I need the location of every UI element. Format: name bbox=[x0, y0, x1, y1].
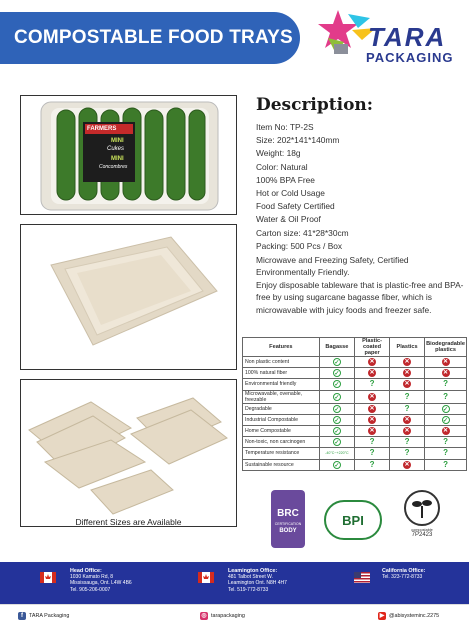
check-icon: ✓ bbox=[443, 417, 449, 424]
pack-label-mini-fr: MINI bbox=[111, 156, 124, 162]
compostable-number: 7P2423 bbox=[411, 532, 433, 538]
comparison-cell bbox=[390, 403, 425, 414]
feature-cell: Sustainable resource bbox=[243, 459, 320, 470]
logo-text-packaging: PACKAGING bbox=[366, 50, 454, 65]
facebook-handle: TARA Packaging bbox=[29, 613, 70, 619]
comparison-cell bbox=[319, 414, 354, 425]
comparison-cell bbox=[425, 390, 467, 403]
office-line: Tel. 323-772-8733 bbox=[382, 574, 423, 581]
comparison-table bbox=[242, 337, 467, 471]
brc-badge-subtitle: CERTIFICATION bbox=[274, 522, 302, 526]
spec-item: Packing: 500 Pcs / Box bbox=[256, 240, 343, 251]
footer-offices bbox=[0, 562, 469, 604]
comparison-cell bbox=[390, 425, 425, 436]
seedling-icon bbox=[404, 490, 440, 526]
office-line: Tel. 905-206-0007 bbox=[70, 586, 111, 593]
comparison-cell bbox=[355, 379, 390, 390]
spec-item: Food Safety Certified bbox=[256, 201, 335, 212]
comparison-cell bbox=[390, 414, 425, 425]
stacked-trays-photo bbox=[20, 379, 237, 527]
comparison-cell bbox=[355, 437, 390, 448]
office-line: Tel. 519-772-8733 bbox=[228, 586, 269, 593]
comparison-cell bbox=[319, 425, 354, 436]
comparison-cell bbox=[355, 425, 390, 436]
brc-certification-badge bbox=[271, 490, 305, 548]
question-icon: ? bbox=[369, 448, 375, 458]
description-heading: Description: bbox=[256, 95, 374, 115]
intro-paragraph-1: Microwave and Freezing Safety, Certified Environmentally Friendly. bbox=[256, 255, 409, 278]
cross-icon: ✕ bbox=[369, 416, 375, 423]
feature-cell: Home Compostable bbox=[243, 425, 320, 436]
youtube-icon: ▶ bbox=[379, 613, 385, 619]
single-tray-photo bbox=[20, 224, 237, 370]
cross-icon: ✕ bbox=[404, 461, 410, 468]
temperature-range: -40°C~+220°C bbox=[325, 451, 349, 456]
social-bar bbox=[0, 604, 469, 627]
youtube-link[interactable] bbox=[378, 612, 439, 620]
check-icon: ✓ bbox=[334, 360, 340, 367]
instagram-icon: ◎ bbox=[201, 613, 207, 619]
comparison-cell bbox=[390, 437, 425, 448]
spec-item: Hot or Cold Usage bbox=[256, 188, 325, 199]
facebook-icon: f bbox=[18, 612, 26, 620]
facebook-link[interactable] bbox=[18, 612, 69, 620]
col-plastics: Plastics bbox=[390, 338, 425, 357]
table-row bbox=[243, 414, 467, 425]
cross-icon: ✕ bbox=[369, 393, 375, 400]
table-row bbox=[243, 357, 467, 368]
feature-cell: Degradable bbox=[243, 403, 320, 414]
question-icon: ? bbox=[443, 459, 448, 469]
check-icon: ✓ bbox=[334, 417, 340, 424]
instagram-link[interactable] bbox=[200, 612, 245, 620]
table-row bbox=[243, 368, 467, 379]
comparison-cell bbox=[355, 368, 390, 379]
cross-icon: ✕ bbox=[443, 370, 449, 377]
check-icon: ✓ bbox=[334, 394, 340, 401]
comparison-cell bbox=[425, 414, 467, 425]
comparison-cell bbox=[319, 459, 354, 470]
table-row bbox=[243, 425, 467, 436]
spec-item: 100% BPA Free bbox=[256, 174, 315, 185]
cross-icon: ✕ bbox=[404, 359, 410, 366]
question-icon: ? bbox=[404, 437, 410, 447]
check-icon: ✓ bbox=[334, 462, 340, 469]
cross-icon: ✕ bbox=[404, 428, 410, 435]
brc-badge-title: BRC bbox=[277, 508, 299, 519]
comparison-cell bbox=[425, 368, 467, 379]
comparison-cell bbox=[390, 459, 425, 470]
feature-cell: Industrial Compostable bbox=[243, 414, 320, 425]
comparison-cell bbox=[355, 390, 390, 403]
cucumber-tray-photo bbox=[20, 95, 237, 215]
table-row bbox=[243, 403, 467, 414]
spec-item: Color: Natural bbox=[256, 161, 308, 172]
pack-label-mini: MINI bbox=[111, 138, 124, 144]
comparison-cell bbox=[425, 425, 467, 436]
comparison-cell bbox=[355, 448, 390, 459]
col-plastic-coated-paper: Plastic-coated paper bbox=[355, 338, 390, 357]
comparison-cell bbox=[390, 357, 425, 368]
comparison-cell bbox=[425, 379, 467, 390]
comparison-cell bbox=[355, 357, 390, 368]
office-title: Leamington Office: bbox=[228, 568, 278, 574]
california-office bbox=[382, 568, 425, 580]
question-icon: ? bbox=[404, 403, 410, 413]
table-row bbox=[243, 390, 467, 403]
office-line: 1030 Kamato Rd, 8 bbox=[70, 574, 114, 581]
question-icon: ? bbox=[369, 379, 375, 389]
question-icon: ? bbox=[369, 437, 375, 447]
office-line: 481 Talbot Street W. bbox=[228, 574, 273, 581]
bpi-logo-text: BPI bbox=[342, 512, 364, 528]
bpi-certification-logo bbox=[324, 500, 382, 540]
comparison-cell bbox=[425, 448, 467, 459]
head-office bbox=[70, 568, 132, 593]
sizes-caption: Different Sizes are Available bbox=[75, 517, 182, 527]
feature-cell: Non plastic content bbox=[243, 357, 320, 368]
question-icon: ? bbox=[369, 459, 375, 469]
pack-label-concombres: Concombres bbox=[99, 164, 128, 170]
comparison-cell bbox=[425, 459, 467, 470]
check-icon: ✓ bbox=[334, 440, 340, 447]
office-title: Head Office: bbox=[70, 568, 102, 574]
feature-cell: Microwavable, ovenable, freezable bbox=[243, 390, 320, 403]
col-bagasse: Bagasse bbox=[319, 338, 354, 357]
intro-text bbox=[256, 254, 464, 316]
check-icon: ✓ bbox=[334, 429, 340, 436]
spec-item: Carton size: 41*28*30cm bbox=[256, 227, 349, 238]
question-icon: ? bbox=[443, 379, 448, 389]
brc-badge-body: BODY bbox=[279, 528, 297, 534]
instagram-handle: tarapackaging bbox=[211, 613, 245, 619]
spec-item: Water & Oil Proof bbox=[256, 214, 321, 225]
question-icon: ? bbox=[443, 437, 448, 447]
office-title: California Office: bbox=[382, 568, 426, 574]
spec-list bbox=[256, 121, 349, 253]
canada-flag-icon bbox=[40, 572, 56, 583]
cross-icon: ✕ bbox=[443, 428, 449, 435]
comparison-cell bbox=[319, 437, 354, 448]
comparison-cell bbox=[425, 403, 467, 414]
page-header bbox=[0, 0, 469, 80]
leamington-office bbox=[228, 568, 287, 593]
pack-label-cukes: Cukes bbox=[107, 146, 125, 152]
cross-icon: ✕ bbox=[369, 428, 375, 435]
canada-flag-icon bbox=[198, 572, 214, 583]
table-body bbox=[243, 357, 467, 471]
question-icon: ? bbox=[443, 391, 448, 401]
cross-icon: ✕ bbox=[404, 381, 410, 388]
question-icon: ? bbox=[404, 448, 410, 458]
comparison-cell bbox=[390, 368, 425, 379]
table-row bbox=[243, 437, 467, 448]
spec-item: Size: 202*141*140mm bbox=[256, 135, 340, 146]
check-icon: ✓ bbox=[334, 382, 340, 389]
comparison-cell bbox=[355, 414, 390, 425]
feature-cell: 100% natural fiber bbox=[243, 368, 320, 379]
col-biodegradable-plastics: Biodegradable plastics bbox=[425, 338, 467, 357]
cross-icon: ✕ bbox=[369, 370, 375, 377]
comparison-cell bbox=[425, 437, 467, 448]
table-header-row bbox=[243, 338, 467, 357]
comparison-cell bbox=[355, 459, 390, 470]
title-band bbox=[0, 12, 300, 64]
feature-cell: Environmental friendly bbox=[243, 379, 320, 390]
table-row bbox=[243, 379, 467, 390]
table-row bbox=[243, 459, 467, 470]
question-icon: ? bbox=[443, 448, 448, 458]
comparison-cell bbox=[319, 368, 354, 379]
logo-text-tara: TARA bbox=[368, 22, 447, 52]
youtube-handle: @abisysteminc.2275 bbox=[389, 613, 440, 619]
check-icon: ✓ bbox=[334, 371, 340, 378]
intro-paragraph-2: Enjoy disposable tableware that is plastic-free and BPA-free by using sugarcane bagasse fiber, which is microwavable with juicy foods and freezer safe. bbox=[256, 279, 464, 315]
cross-icon: ✕ bbox=[369, 405, 375, 412]
check-icon: ✓ bbox=[443, 406, 449, 413]
comparison-cell bbox=[390, 448, 425, 459]
compostable-label: compostable bbox=[411, 528, 433, 532]
cross-icon: ✕ bbox=[443, 359, 449, 366]
col-features: Features bbox=[243, 338, 320, 357]
spec-item: Item No: TP-2S bbox=[256, 122, 314, 132]
check-icon: ✓ bbox=[334, 406, 340, 413]
compostable-certification-logo bbox=[400, 490, 444, 552]
comparison-cell bbox=[319, 357, 354, 368]
question-icon: ? bbox=[404, 391, 410, 401]
comparison-cell bbox=[390, 379, 425, 390]
comparison-cell bbox=[319, 403, 354, 414]
tara-packaging-logo bbox=[318, 8, 466, 68]
cross-icon: ✕ bbox=[369, 359, 375, 366]
office-line: Leamington Ont. N8H 4H7 bbox=[228, 580, 287, 587]
table-row bbox=[243, 448, 467, 459]
comparison-cell bbox=[425, 357, 467, 368]
spec-item: Weight: 18g bbox=[256, 148, 301, 159]
cross-icon: ✕ bbox=[404, 416, 410, 423]
feature-cell: Non-toxic, non carcinogen bbox=[243, 437, 320, 448]
comparison-cell bbox=[319, 379, 354, 390]
page-title: COMPOSTABLE FOOD TRAYS bbox=[14, 27, 293, 48]
comparison-cell bbox=[390, 390, 425, 403]
cross-icon: ✕ bbox=[404, 370, 410, 377]
feature-cell: Temperature resistance bbox=[243, 448, 320, 459]
usa-flag-icon bbox=[354, 572, 370, 583]
comparison-cell bbox=[319, 390, 354, 403]
comparison-cell bbox=[319, 448, 354, 459]
comparison-cell bbox=[355, 403, 390, 414]
pack-brand-label: FARMERS bbox=[87, 126, 117, 132]
office-line: Mississauga, Ont. L4W 4B6 bbox=[70, 580, 132, 587]
